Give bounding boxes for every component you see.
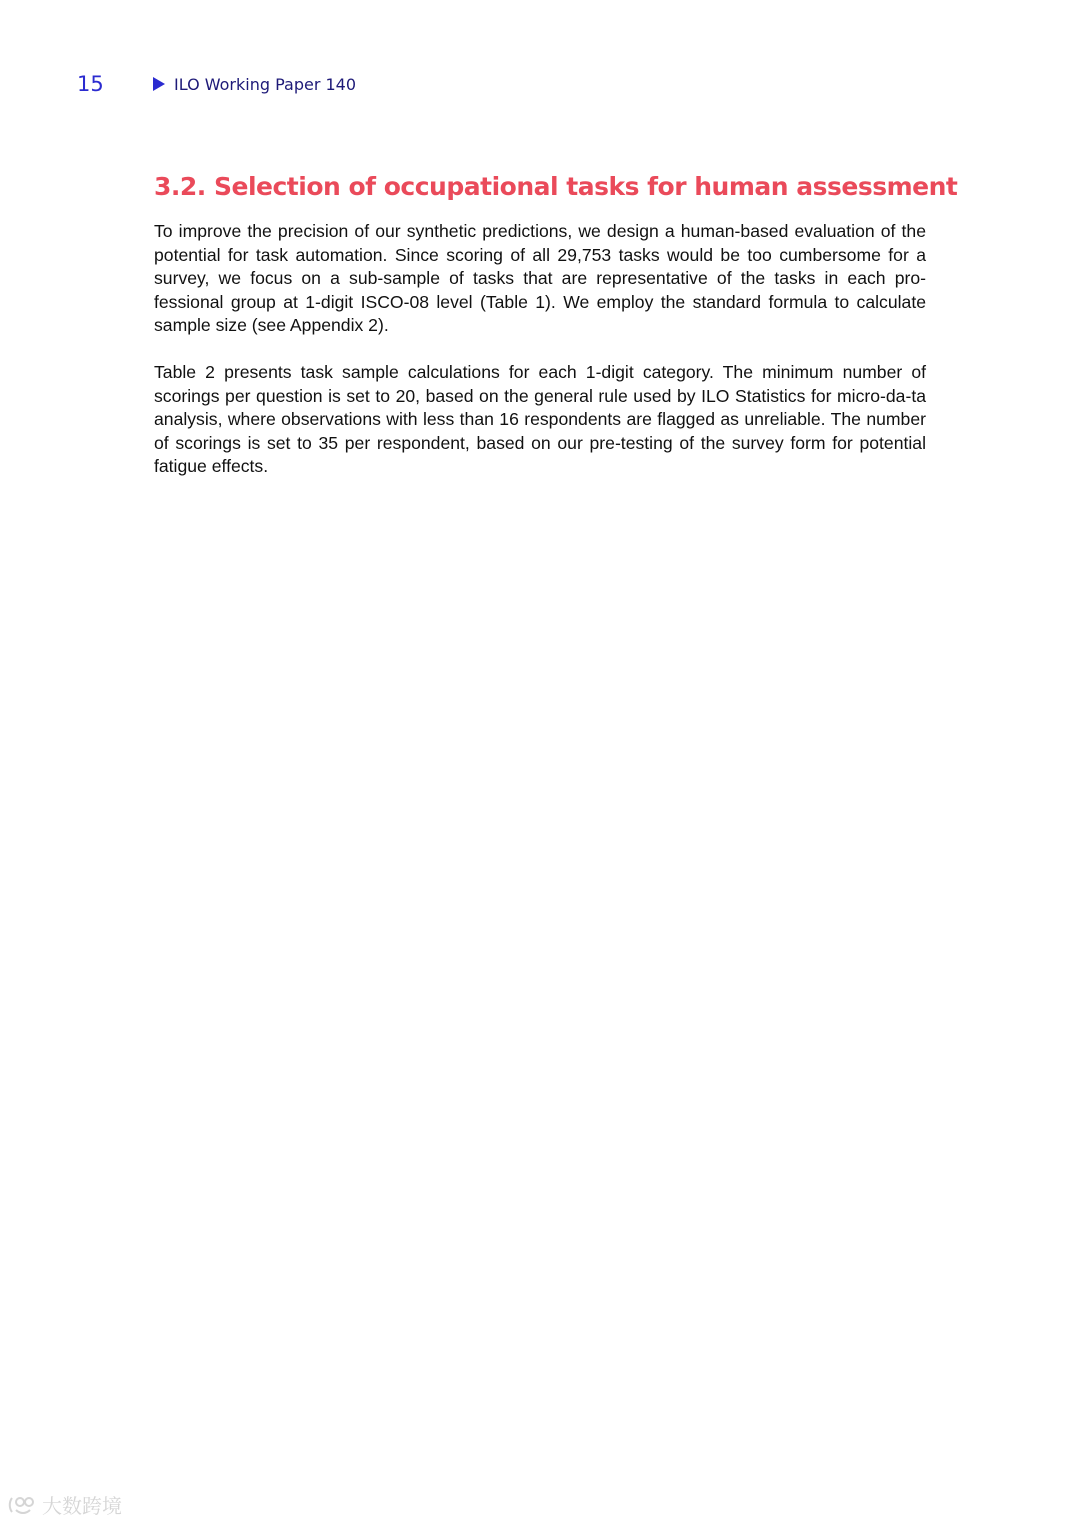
triangle-right-icon	[153, 77, 165, 91]
running-title: ILO Working Paper 140	[174, 74, 357, 94]
running-header	[153, 72, 356, 96]
watermark	[8, 1490, 122, 1519]
paragraph-2: Table 2 presents task sample calculations for each 1-digit category. The minimum number of scorings per question is set to 20, based on the general rule used by ILO Statistics for micro-da-ta analysis, where observations with less than 16 respondents are flagged as unreliable. The number of scorings is set to 35 per respondent, based on our pre-testing of the survey form for potential fatigue effects.	[154, 362, 926, 477]
page-number: 15	[77, 72, 104, 96]
watermark-logo-icon	[8, 1494, 36, 1516]
paragraph-1: To improve the precision of our synthetic predictions, we design a human-based evaluation of the potential for task automation. Since scoring of all 29,753 tasks would be too cumbersome for a survey, we focus on a sub-sample of tasks that are representative of the tasks in each pro-fessional group at 1-digit ISCO-08 level (Table 1). We employ the standard formula to calculate sample size (see Appendix 2).	[154, 221, 926, 336]
watermark-text: 大数跨境	[42, 1494, 122, 1518]
section-heading: 3.2. Selection of occupational tasks for human assessment	[154, 172, 958, 201]
